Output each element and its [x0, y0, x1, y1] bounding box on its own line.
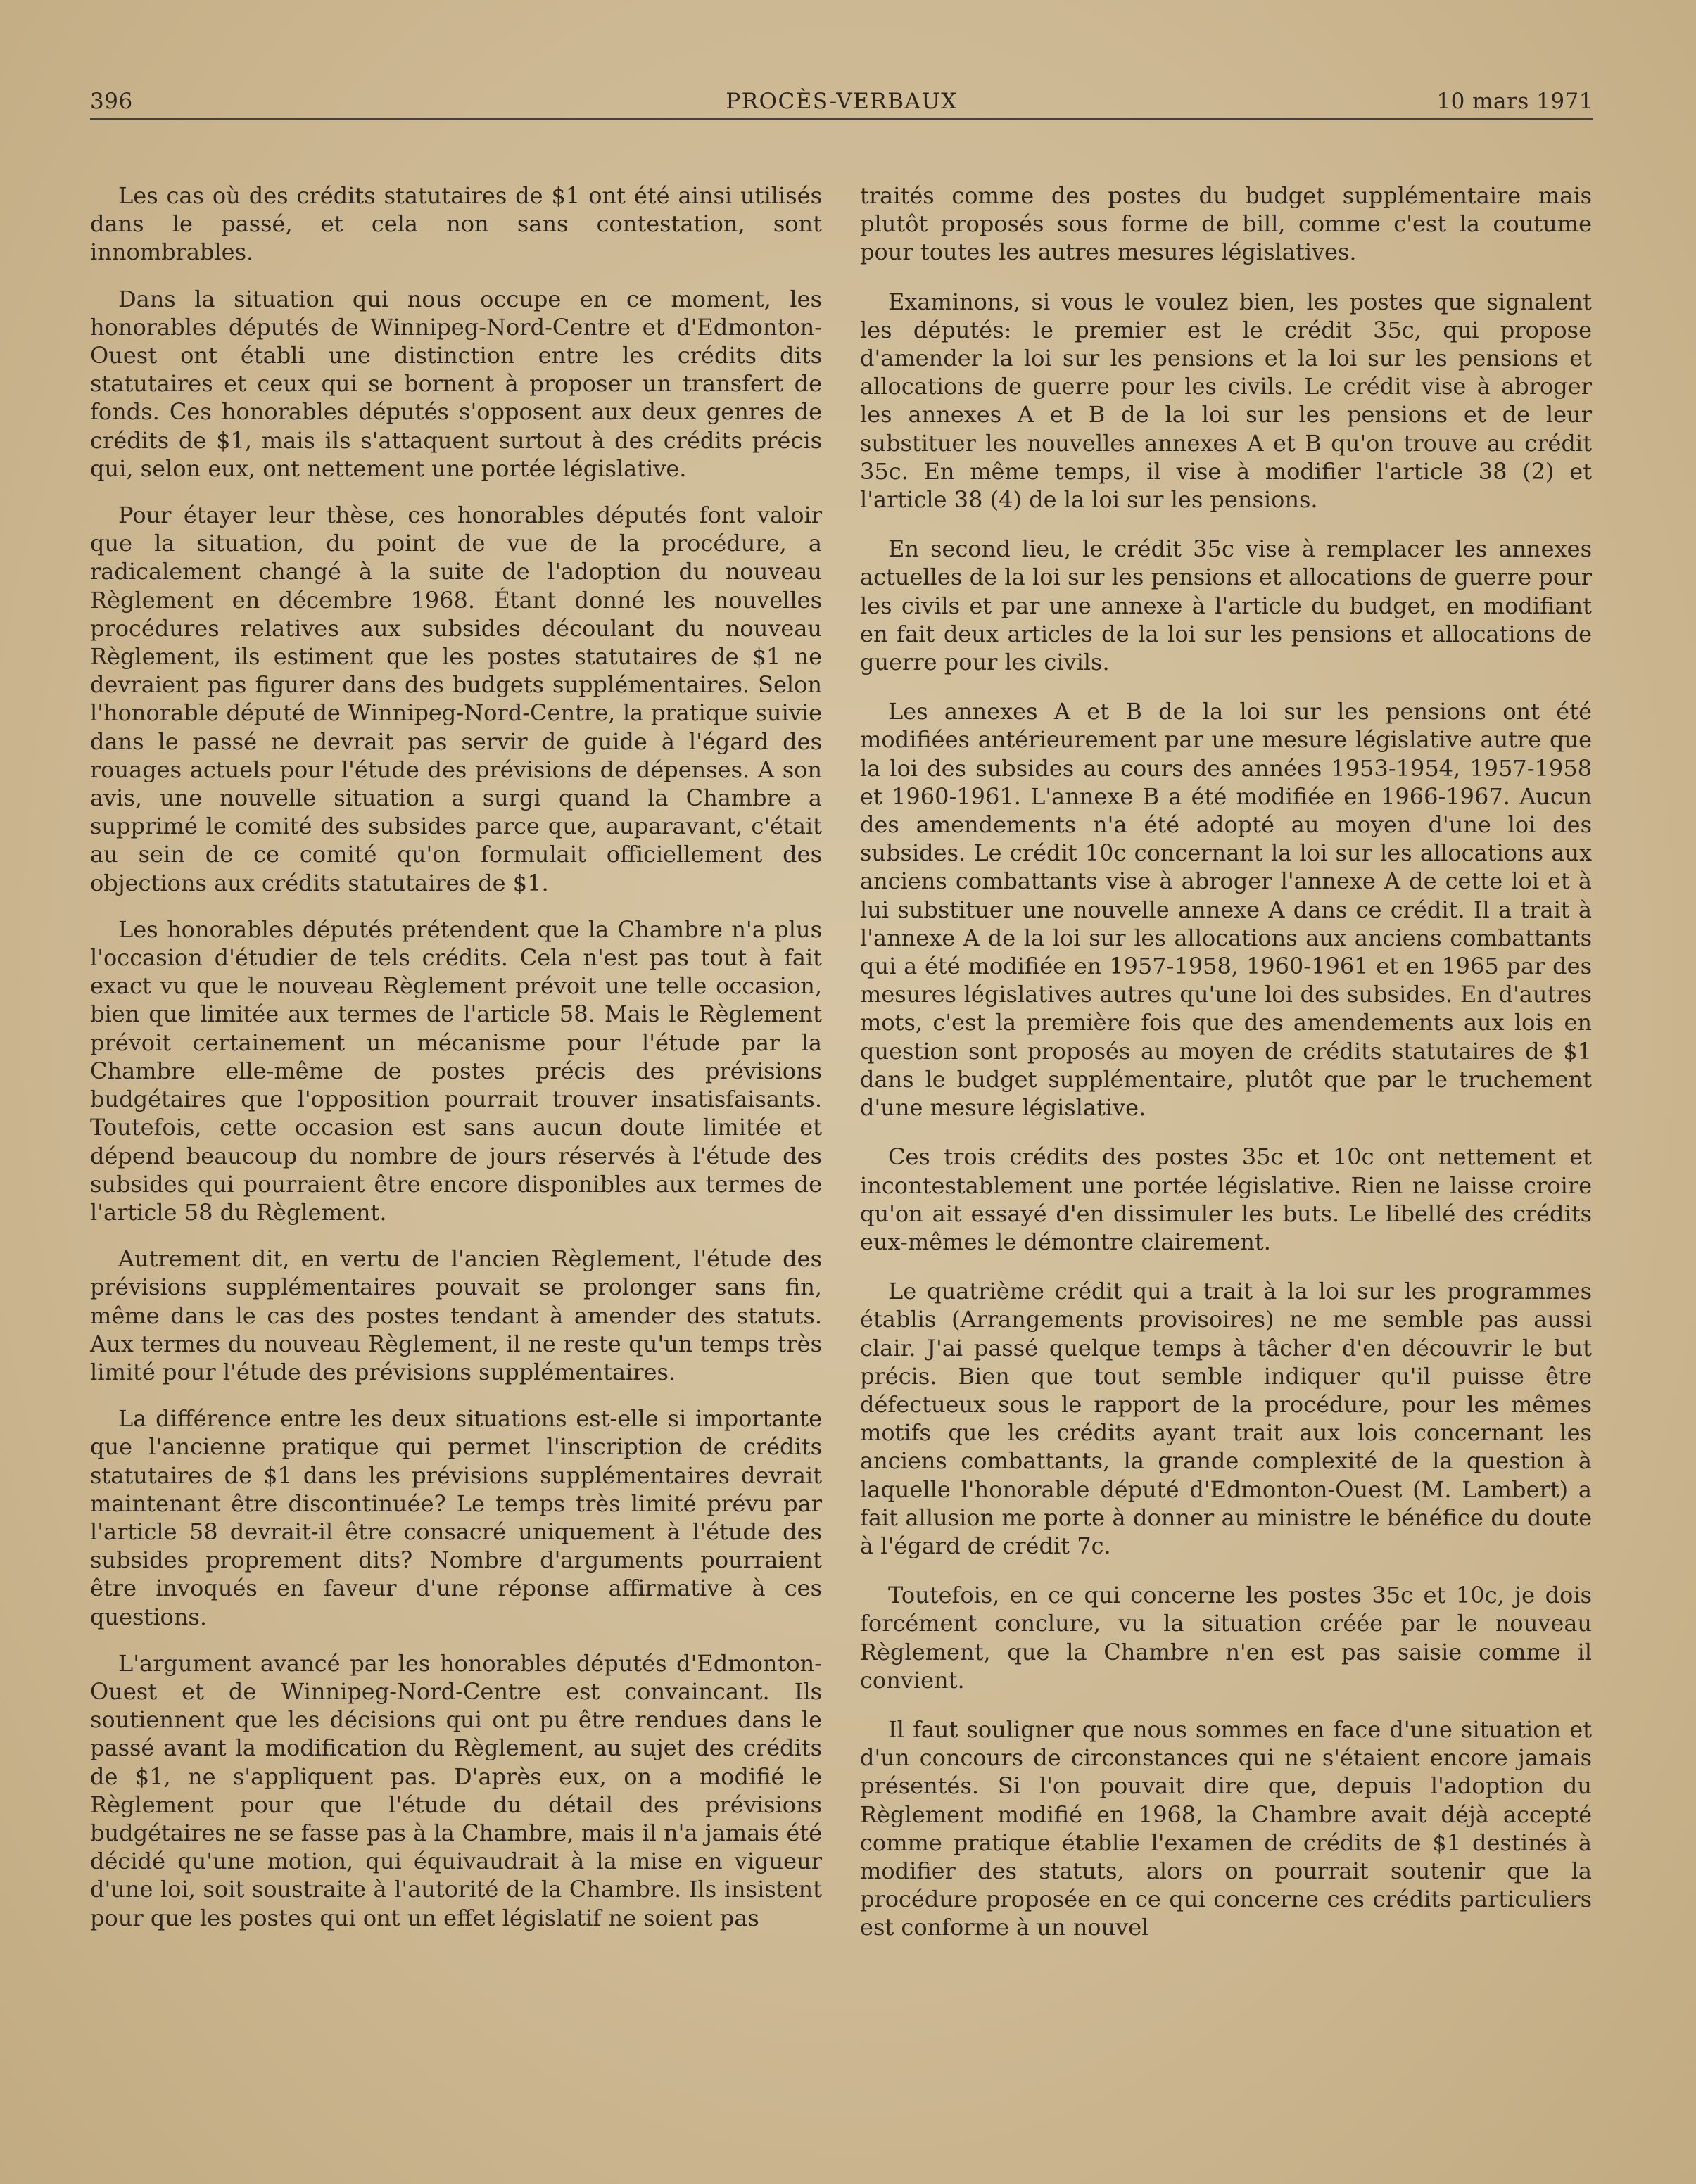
running-title: PROCÈS-VERBAUX	[726, 89, 958, 114]
header-date: 10 mars 1971	[1436, 89, 1593, 114]
paragraph: Le quatrième crédit qui a trait à la loi sur les programmes établis (Arrangements provisoires) ne me semble pas aussi clair. J'ai passé quelque temps à tâcher d'en découvrir le but précis. Bien que tout semble indiquer qu'il puisse être défectueux sous le rapport de la procédure, pour les mêmes motifs que les crédits ayant trait aux lois concernant les anciens combattants, la grande complexité de la question à laquelle l'honorable député d'Edmonton-Ouest (M. Lambert) a fait allusion me porte à donner au ministre le bénéfice du doute à l'égard de crédit 7c.	[860, 1278, 1592, 1559]
paragraph: Autrement dit, en vertu de l'ancien Règlement, l'étude des prévisions supplémentaires pouvait se prolonger sans fin, même dans le cas des postes tendant à amender des statuts. Aux termes du nouveau Règlement, il ne reste qu'un temps très limité pour l'étude des prévisions supplémentaires.	[90, 1245, 822, 1385]
paragraph-continued: traités comme des postes du budget supplémentaire mais plutôt proposés sous forme de bill, comme c'est la coutume pour toutes les autres mesures législatives.	[860, 182, 1592, 266]
page-number: 396	[90, 89, 133, 114]
left-column	[90, 182, 822, 1950]
paragraph: L'argument avancé par les honorables députés d'Edmonton-Ouest et de Winnipeg-Nord-Centre est convaincant. Ils soutiennent que les décisions qui ont pu être rendues dans le passé avant la modification du Règlement, au sujet des crédits de $1, ne s'appliquent pas. D'après eux, on a modifié le Règlement pour que l'étude du détail des prévisions budgétaires ne se fasse pas à la Chambre, mais il n'a jamais été décidé qu'une motion, qui équivaudrait à la mise en vigueur d'une loi, soit soustraite à l'autorité de la Chambre. Ils insistent pour que les postes qui ont un effet législatif ne soient pas	[90, 1649, 822, 1931]
right-column	[860, 182, 1592, 1963]
paragraph: Dans la situation qui nous occupe en ce moment, les honorables députés de Winnipeg-Nord-Centre et d'Edmonton-Ouest ont établi une distinction entre les crédits dits statutaires et ceux qui se bornent à proposer un transfert de fonds. Ces honorables députés s'opposent aux deux genres de crédits de $1, mais ils s'attaquent surtout à des crédits précis qui, selon eux, ont nettement une portée législative.	[90, 285, 822, 482]
paragraph: Toutefois, en ce qui concerne les postes 35c et 10c, je dois forcément conclure, vu la situation créée par le nouveau Règlement, que la Chambre n'en est pas saisie comme il convient.	[860, 1582, 1592, 1694]
paragraph: Les cas où des crédits statutaires de $1 ont été ainsi utilisés dans le passé, et cela non sans contestation, sont innombrables.	[90, 182, 822, 266]
paragraph: Les annexes A et B de la loi sur les pensions ont été modifiées antérieurement par une mesure législative autre que la loi des subsides au cours des années 1953-1954, 1957-1958 et 1960-1961. L'annexe B a été modifiée en 1966-1967. Aucun des amendements n'a été adopté au moyen d'une loi des subsides. Le crédit 10c concernant la loi sur les allocations aux anciens combattants vise à abroger l'annexe A de cette loi et à lui substituer une nouvelle annexe A dans ce crédit. Il a trait à l'annexe A de la loi sur les allocations aux anciens combattants qui a été modifiée en 1957-1958, 1960-1961 et en 1965 par des mesures législatives autres qu'une loi des subsides. En d'autres mots, c'est la première fois que des amendements aux lois en question sont proposés au moyen de crédits statutaires de $1 dans le budget supplémentaire, plutôt que par le truchement d'une mesure législative.	[860, 698, 1592, 1122]
paragraph: La différence entre les deux situations est-elle si importante que l'ancienne pratique qui permet l'inscription de crédits statutaires de $1 dans les prévisions supplémentaires devrait maintenant être discontinuée? Le temps très limité prévu par l'article 58 devrait-il être consacré uniquement à l'étude des subsides proprement dits? Nombre d'arguments pourraient être invoqués en faveur d'une réponse affirmative à ces questions.	[90, 1405, 822, 1630]
paragraph: Il faut souligner que nous sommes en face d'une situation et d'un concours de circonstances qui ne s'étaient encore jamais présentés. Si l'on pouvait dire que, depuis l'adoption du Règlement modifié en 1968, la Chambre avait déjà accepté comme pratique établie l'examen de crédits de $1 destinés à modifier des statuts, alors on pourrait soutenir que la procédure proposée en ce qui concerne ces crédits particuliers est conforme à un nouvel	[860, 1715, 1592, 1941]
paragraph: Examinons, si vous le voulez bien, les postes que signalent les députés: le premier est le crédit 35c, qui propose d'amender la loi sur les pensions et la loi sur les pensions et allocations de guerre pour les civils. Le crédit vise à abroger les annexes A et B de la loi sur les pensions et de leur substituer les nouvelles annexes A et B qu'on trouve au crédit 35c. En même temps, il vise à modifier l'article 38 (2) et l'article 38 (4) de la loi sur les pensions.	[860, 288, 1592, 514]
page-header	[90, 84, 1593, 120]
paragraph: Les honorables députés prétendent que la Chambre n'a plus l'occasion d'étudier de tels crédits. Cela n'est pas tout à fait exact vu que le nouveau Règlement prévoit une telle occasion, bien que limitée aux termes de l'article 58. Mais le Règlement prévoit certainement un mécanisme pour l'étude par la Chambre elle-même de postes précis des prévisions budgétaires que l'opposition pourrait trouver insatisfaisants. Toutefois, cette occasion est sans aucun doute limitée et dépend beaucoup du nombre de jours réservés à l'étude des subsides qui pourraient être encore disponibles aux termes de l'article 58 du Règlement.	[90, 915, 822, 1226]
paragraph: En second lieu, le crédit 35c vise à remplacer les annexes actuelles de la loi sur les pensions et allocations de guerre pour les civils et par une annexe à l'article du budget, en modifiant en fait deux articles de la loi sur les pensions et allocations de guerre pour les civils.	[860, 535, 1592, 676]
paragraph: Ces trois crédits des postes 35c et 10c ont nettement et incontestablement une portée législative. Rien ne laisse croire qu'on ait essayé d'en dissimuler les buts. Le libellé des crédits eux-mêmes le démontre clairement.	[860, 1143, 1592, 1255]
paragraph: Pour étayer leur thèse, ces honorables députés font valoir que la situation, du point de vue de la procédure, a radicalement changé à la suite de l'adoption du nouveau Règlement en décembre 1968. Étant donné les nouvelles procédures relatives aux subsides découlant du nouveau Règlement, ils estiment que les postes statutaires de $1 ne devraient pas figurer dans des budgets supplémentaires. Selon l'honorable député de Winnipeg-Nord-Centre, la pratique suivie dans le passé ne devrait pas servir de guide à l'égard des rouages actuels pour l'étude des prévisions de dépenses. A son avis, une nouvelle situation a surgi quand la Chambre a supprimé le comité des subsides parce que, auparavant, c'était au sein de ce comité qu'on formulait officiellement des objections aux crédits statutaires de $1.	[90, 502, 822, 896]
